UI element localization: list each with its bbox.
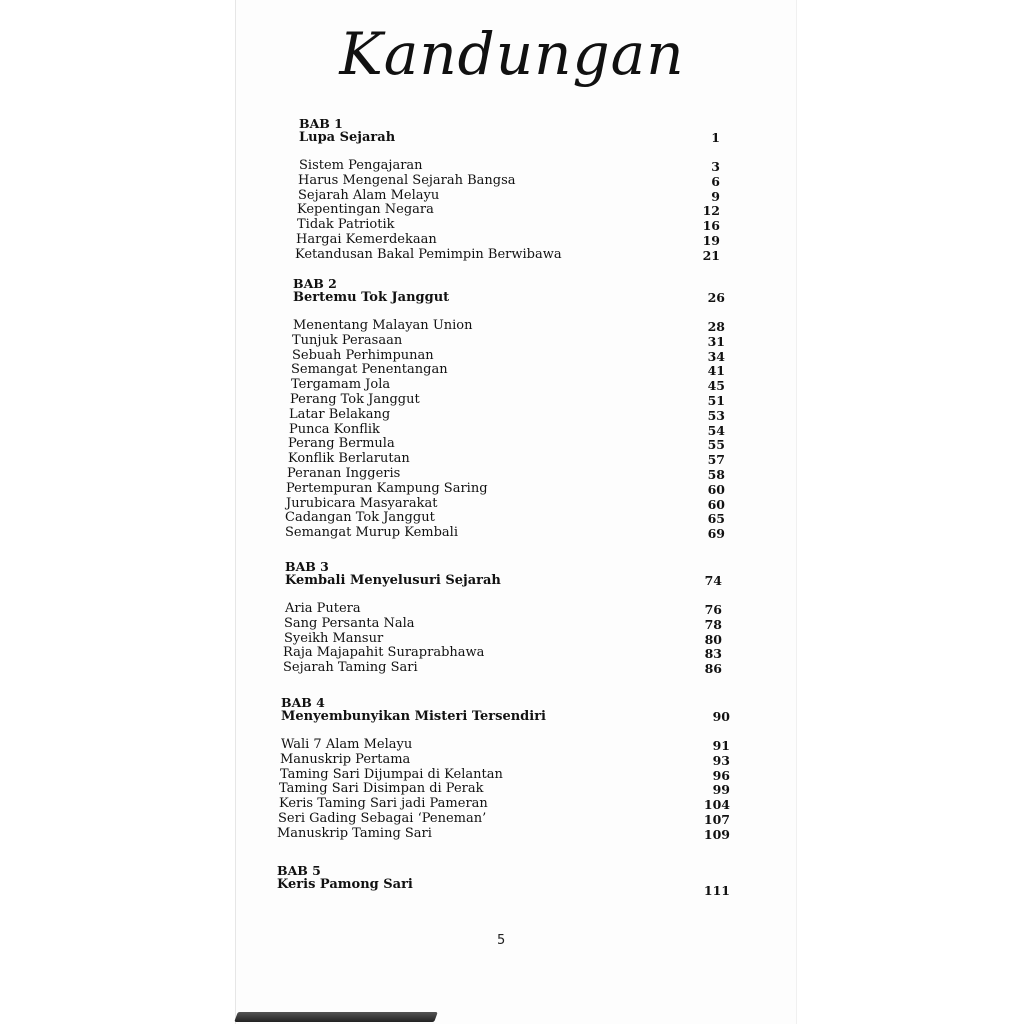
toc-entry: Sejarah Alam Melayu <box>298 187 440 203</box>
chapter-page-number: 90 <box>712 709 730 724</box>
toc-entry: Punca Konflik <box>289 421 380 437</box>
toc-entry-page: 109 <box>703 826 730 842</box>
chapter-title: Menyembunyikan Misteri Tersendiri <box>281 709 546 724</box>
toc-entry: Manuskrip Pertama <box>280 751 411 767</box>
toc-entry-page: 55 <box>707 437 725 453</box>
chapter-label: BAB 5 <box>277 863 321 878</box>
toc-entry: Tidak Patriotik <box>297 217 395 233</box>
toc-entry-page: 69 <box>707 526 725 542</box>
chapter-title: Lupa Sejarah <box>299 130 396 145</box>
toc-entry: Manuskrip Taming Sari <box>277 825 432 841</box>
toc-entry-page: 51 <box>707 393 725 408</box>
chapter-label: BAB 4 <box>281 695 325 710</box>
toc-entry-page: 65 <box>707 511 725 527</box>
toc-entry: Harus Mengenal Sejarah Bangsa <box>298 172 516 188</box>
toc-entry: Perang Tok Janggut <box>290 392 420 407</box>
toc-entry: Sejarah Taming Sari <box>283 660 418 676</box>
toc-entry-page: 6 <box>711 173 720 189</box>
toc-entry-page: 57 <box>707 452 725 468</box>
toc-entry: Seri Gading Sebagai ‘Peneman’ <box>278 811 487 826</box>
toc-entry-page: 78 <box>704 616 722 632</box>
toc-entry: Hargai Kemerdekaan <box>296 232 437 247</box>
toc-entry-page: 34 <box>707 348 725 364</box>
toc-entry: Cadangan Tok Janggut <box>285 510 435 526</box>
chapter-page-number: 26 <box>707 290 725 305</box>
page-title: Kandungan <box>339 20 685 88</box>
toc-entry-page: 104 <box>703 797 730 813</box>
toc-entry: Keris Taming Sari jadi Pameran <box>279 796 488 812</box>
toc-entry-page: 83 <box>704 646 722 662</box>
toc-entry-page: 31 <box>707 333 725 349</box>
chapter-label: BAB 1 <box>299 116 343 131</box>
toc-entry: Taming Sari Disimpan di Perak <box>279 781 484 797</box>
toc-entry-page: 9 <box>711 188 720 204</box>
toc-entry-page: 53 <box>707 407 725 423</box>
chapter-label: BAB 3 <box>285 559 329 574</box>
chapter-title: Bertemu Tok Janggut <box>293 290 450 305</box>
toc-entry-page: 3 <box>711 159 720 174</box>
toc-entry: Latar Belakang <box>289 406 391 422</box>
toc-entry: Sistem Pengajaran <box>299 158 423 173</box>
toc-entry: Kepentingan Negara <box>297 202 434 218</box>
chapter-title: Keris Pamong Sari <box>277 877 413 892</box>
toc-entry: Syeikh Mansur <box>284 630 384 646</box>
toc-entry-page: 58 <box>707 467 725 482</box>
toc-entry-page: 41 <box>707 363 725 379</box>
toc-entry: Semangat Penentangan <box>291 362 448 378</box>
toc-entry-page: 86 <box>704 661 722 677</box>
toc-entry: Sang Persanta Nala <box>284 615 415 631</box>
toc-entry-page: 45 <box>707 378 725 394</box>
chapter-page-number: 74 <box>704 573 722 588</box>
chapter-label: BAB 2 <box>293 276 337 291</box>
toc-entry: Konflik Berlarutan <box>288 451 410 467</box>
toc-entry: Raja Majapahit Suraprabhawa <box>283 645 485 661</box>
toc-entry-page: 91 <box>712 738 730 753</box>
toc-entry: Jurubicara Masyarakat <box>286 495 438 511</box>
toc-entry-page: 96 <box>712 767 730 783</box>
toc-entry: Tunjuk Perasaan <box>292 332 403 348</box>
toc-entry-page: 21 <box>702 247 720 263</box>
toc-entry: Wali 7 Alam Melayu <box>281 737 413 752</box>
toc-entry-page: 12 <box>702 203 720 219</box>
toc-entry: Sebuah Perhimpunan <box>292 347 434 363</box>
toc-entry: Tergamam Jola <box>291 377 391 393</box>
toc-entry-page: 80 <box>704 631 722 647</box>
toc-entry: Peranan Inggeris <box>287 466 401 481</box>
toc-entry-page: 60 <box>707 481 725 497</box>
toc-entry: Menentang Malayan Union <box>293 318 473 333</box>
toc-entry-page: 107 <box>703 812 730 827</box>
toc-entry: Pertempuran Kampung Saring <box>286 480 488 496</box>
chapter-page-number: 1 <box>711 130 720 145</box>
toc-entry-page: 60 <box>707 496 725 512</box>
chapter-title: Kembali Menyelusuri Sejarah <box>285 573 501 588</box>
chapter-page-number: 111 <box>703 883 730 898</box>
toc-entry: Aria Putera <box>285 601 361 616</box>
toc-entry-page: 54 <box>707 422 725 438</box>
toc-entry-page: 93 <box>712 752 730 768</box>
page-number: 5 <box>497 933 506 948</box>
toc-entry-page: 16 <box>702 218 720 234</box>
toc-entry-page: 19 <box>702 233 720 248</box>
toc-entry-page: 99 <box>712 782 730 798</box>
toc-entry: Ketandusan Bakal Pemimpin Berwibawa <box>295 246 562 262</box>
toc-entry-page: 28 <box>707 319 725 334</box>
toc-entry: Taming Sari Dijumpai di Kelantan <box>280 766 503 782</box>
toc-entry: Perang Bermula <box>288 436 395 452</box>
toc-entry-page: 76 <box>704 602 722 617</box>
toc-entry: Semangat Murup Kembali <box>285 525 458 541</box>
